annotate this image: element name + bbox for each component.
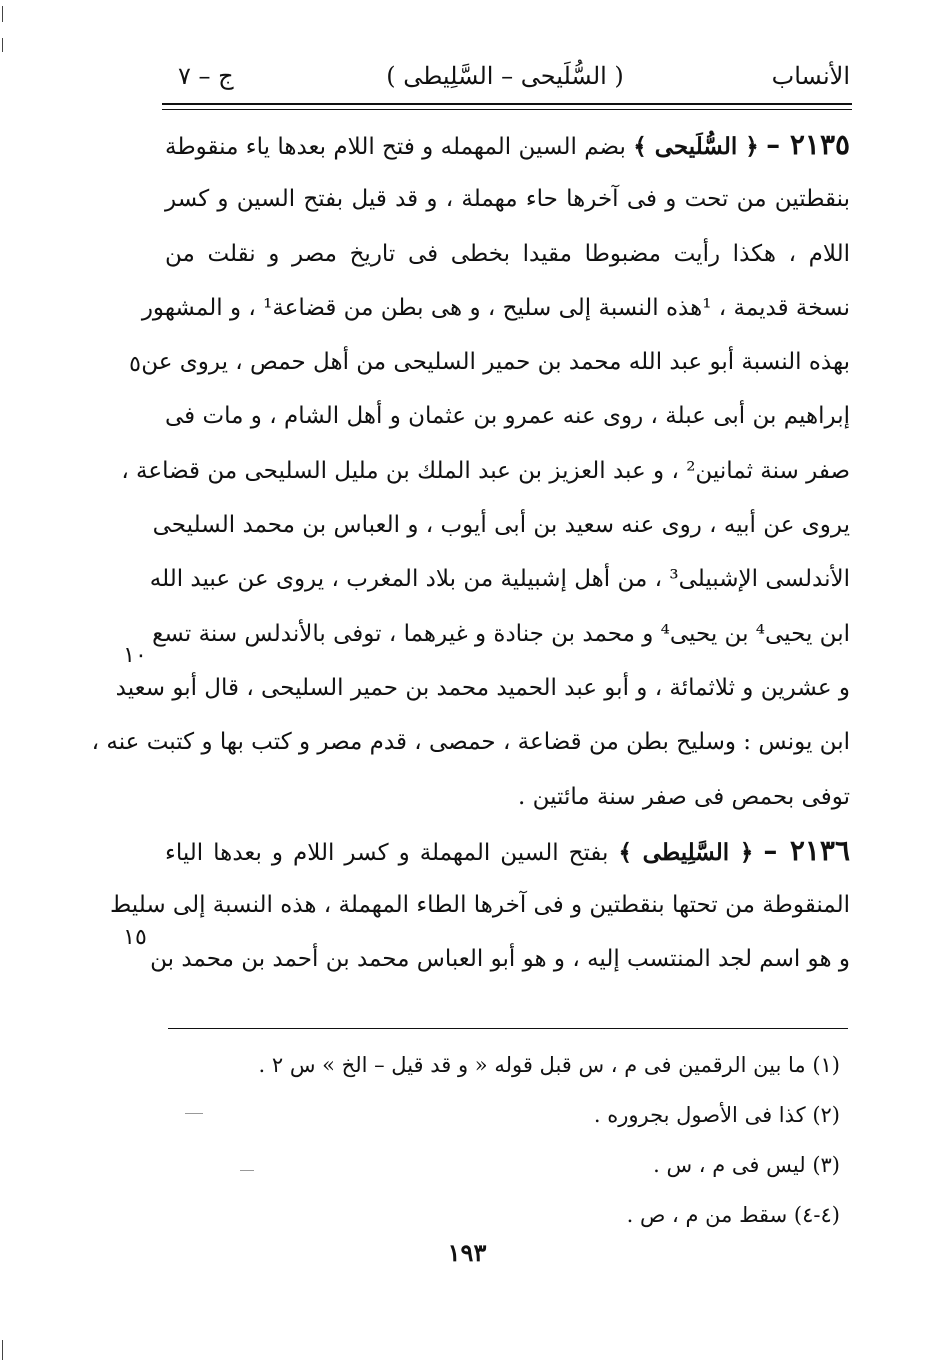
entry-text: بضم السين المهمله و فتح اللام بعدها ياء منقوطة <box>165 134 626 160</box>
text-line: نسخة قديمة ، ¹هذه النسبة إلى سليح ، و هى بطن من قضاعة¹ ، و المشهور <box>141 294 850 321</box>
line-number: ١٥ <box>123 925 147 950</box>
text-line: إبراهيم بن أبى عبلة ، روى عنه عمرو بن عثمان و أهل الشام ، و مات فى <box>165 403 850 430</box>
entry-text: بفتح السين المهملة و كسر اللام و بعدها الياء <box>165 839 609 866</box>
text-line: و عشرين و ثلاثمائة ، و أبو عبد الحميد محمد بن حمير السليحى ، قال أبو سعيد <box>115 674 850 701</box>
margin-mark <box>2 6 3 22</box>
text-line: ابن يحيى⁴ بن يحيى⁴ و محمد بن جنادة و غيرهما ، توفى بالأندلس سنة تسع <box>152 620 850 647</box>
footnote: (٢) كذا فى الأصول بجروره . <box>593 1103 840 1127</box>
footnote: (٣) ليس فى م ، س . <box>653 1153 840 1177</box>
header-entry-range: ( السُّلَيحى – السَّلِيطى ) <box>386 62 624 90</box>
footnote-rule <box>168 1028 848 1029</box>
text-line: صفر سنة ثمانين² ، و عبد العزيز بن عبد الملك بن مليل السليحى من قضاعة ، <box>121 457 850 484</box>
footnote: (١) ما بين الرقمين فى م ، س قبل قوله « و قد قيل – الخ » س ٢ . <box>258 1053 840 1077</box>
entry-headword: ﴿ السُّلَيحى ﴾ <box>633 133 759 160</box>
margin-mark <box>2 1340 3 1360</box>
text-line: يروى عن أبيه ، روى عنه سعيد بن أبى أيوب ، و العباس بن محمد السليحى <box>152 512 850 539</box>
text-line <box>165 824 850 878</box>
line-number: ١٠ <box>123 643 147 668</box>
header-rule-top <box>162 103 852 105</box>
header-book-title: الأنساب <box>771 62 850 90</box>
margin-mark <box>2 38 3 52</box>
text-line: بهذه النسبة أبو عبد الله محمد بن حمير السليحى من أهل حمص ، يروى عن <box>141 349 850 376</box>
footnotes <box>180 1040 840 1240</box>
text-line: ابن يونس : وسليح بطن من قضاعة ، حمصى ، قدم مصر و كتب بها و كتبت عنه ، <box>91 729 850 756</box>
text-line: بنقطتين من تحت و فى آخرها حاء مهملة ، و قد قيل بفتح السين و كسر <box>165 186 850 213</box>
page-number: ١٩٣ <box>447 1238 487 1267</box>
text-line: الأندلسى الإشبيلى³ ، من أهل إشبيلية من بلاد المغرب ، يروى عن عبيد الله <box>149 566 850 593</box>
text-line: و هو اسم لجد المنتسب إليه ، و هو أبو العباس محمد بن أحمد بن محمد بن <box>150 946 850 973</box>
entry-number: ٢١٣٥ – <box>766 128 851 161</box>
header-rule-bottom <box>162 109 852 110</box>
text-line <box>165 118 850 172</box>
header-volume: ج – ٧ <box>178 62 234 90</box>
footnote: (٤-٤) سقط من م ، ص . <box>626 1203 840 1227</box>
scan-mark <box>240 1170 254 1171</box>
text-line: توفى بحمص فى صفر سنة مائتين . <box>517 783 850 810</box>
text-line: المنقوطة من تحتها بنقطتين و فى آخرها الطاء المهملة ، هذه النسبة إلى سليط <box>109 892 850 919</box>
running-header <box>160 58 850 98</box>
line-number: ٥ <box>129 352 141 377</box>
text-line: اللام ، هكذا رأيت مضبوطا مقيدا بخطى فى تاريخ مصر و نقلت من <box>165 240 850 267</box>
entry-headword: ﴿ السَّلِيطى ﴾ <box>618 838 754 866</box>
entry-number: ٢١٣٦ – <box>763 833 850 867</box>
scan-mark <box>185 1113 203 1114</box>
